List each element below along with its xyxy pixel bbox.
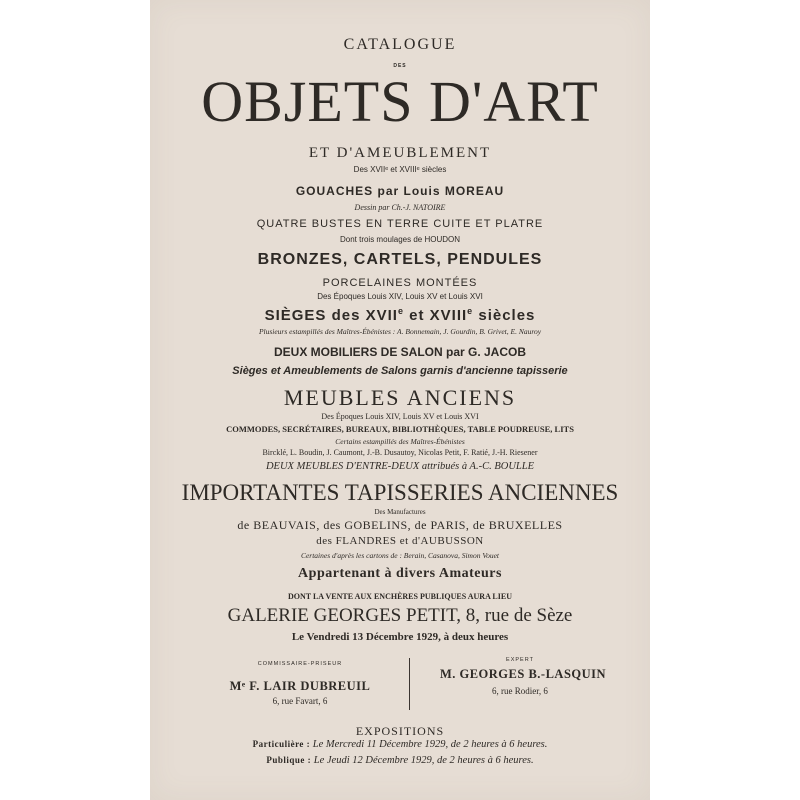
amateurs-line: Appartenant à divers Amateurs bbox=[298, 566, 502, 581]
commissaire-address: 6, rue Favart, 6 bbox=[272, 696, 328, 706]
expert-address: 6, rue Rodier, 6 bbox=[492, 686, 548, 696]
sieges-sub: Plusieurs estampillés des Maîtres-Ébénistes : A. Bonnemain, J. Gourdin, B. Grivet, E. Nauroy bbox=[258, 327, 542, 336]
bronzes-line: BRONZES, CARTELS, PENDULES bbox=[257, 251, 543, 268]
sieges-line: SIÈGES des XVIIe et XVIIIe siècles bbox=[264, 306, 536, 324]
manufactures-line: Des Manufactures bbox=[374, 508, 426, 516]
catalogue-heading: CATALOGUE bbox=[343, 36, 457, 53]
estampilles-line: Certains estampillés des Maîtres-Ébénistes bbox=[335, 437, 465, 446]
meubles-line: MEUBLES ANCIENS bbox=[283, 385, 517, 410]
centuries-line: Des XVIIᵉ et XVIIIᵉ siècles bbox=[353, 165, 447, 174]
flandres-line: des FLANDRES et d'AUBUSSON bbox=[316, 535, 484, 547]
mobiliers-line: DEUX MOBILIERS DE SALON par G. JACOB bbox=[273, 345, 527, 359]
catalogue-page bbox=[150, 0, 650, 800]
expert-name: M. GEORGES B.-LASQUIN bbox=[439, 667, 607, 681]
date-line: Le Vendredi 13 Décembre 1929, à deux heures bbox=[291, 631, 509, 643]
expositions-heading: EXPOSITIONS bbox=[355, 724, 445, 738]
exposition-particuliere: Particulière : Le Mercredi 11 Décembre 1929, de 2 heures à 6 heures. bbox=[252, 739, 548, 750]
expert-role: EXPERT bbox=[506, 657, 534, 663]
mobiliers-sub: Sièges et Ameublements de Salons garnis d'ancienne tapisserie bbox=[232, 365, 568, 377]
exposition-publique: Publique : Le Jeudi 12 Décembre 1929, de 2 heures à 6 heures. bbox=[266, 755, 534, 766]
tapisseries-line: IMPORTANTES TAPISSERIES ANCIENNES bbox=[181, 480, 619, 505]
galerie-line: GALERIE GEORGES PETIT, 8, rue de Sèze bbox=[227, 605, 573, 626]
des-word: DES bbox=[393, 63, 407, 69]
porcelaines-sub: Des Époques Louis XIV, Louis XV et Louis XVI bbox=[317, 292, 483, 301]
porcelaines-line: PORCELAINES MONTÉES bbox=[322, 277, 478, 289]
subtitle: ET D'AMEUBLEMENT bbox=[308, 145, 492, 161]
column-divider bbox=[409, 658, 410, 710]
commissaire-name: Mᵉ F. LAIR DUBREUIL bbox=[229, 679, 371, 693]
beauvais-line: de BEAUVAIS, des GOBELINS, de PARIS, de BRUXELLES bbox=[237, 518, 563, 532]
gouaches-line: GOUACHES par Louis MOREAU bbox=[295, 184, 505, 198]
meubles-sub: Des Époques Louis XIV, Louis XV et Louis XVI bbox=[321, 412, 479, 421]
commodes-line: COMMODES, SECRÉTAIRES, BUREAUX, BIBLIOTHÈQUES, TABLE POUDREUSE, LITS bbox=[226, 424, 574, 434]
gouaches-sub: Dessin par Ch.-J. NATOIRE bbox=[354, 203, 446, 212]
cartons-line: Certaines d'après les cartons de : Berain, Casanova, Simon Vouet bbox=[300, 551, 500, 560]
bustes-line: QUATRE BUSTES EN TERRE CUITE ET PLATRE bbox=[256, 218, 544, 230]
boulle-line: DEUX MEUBLES D'ENTRE-DEUX attribués à A.-C. BOULLE bbox=[265, 461, 535, 472]
vente-line: DONT LA VENTE AUX ENCHÈRES PUBLIQUES AURA LIEU bbox=[288, 592, 512, 601]
commissaire-role: COMMISSAIRE-PRISEUR bbox=[257, 661, 343, 667]
ebenistes-line: Bircklé, L. Boudin, J. Caumont, J.-B. Dusautoy, Nicolas Petit, F. Ratié, J.-H. Riesener bbox=[262, 448, 538, 457]
main-title: OBJETS D'ART bbox=[201, 69, 599, 134]
bustes-sub: Dont trois moulages de HOUDON bbox=[339, 235, 461, 244]
